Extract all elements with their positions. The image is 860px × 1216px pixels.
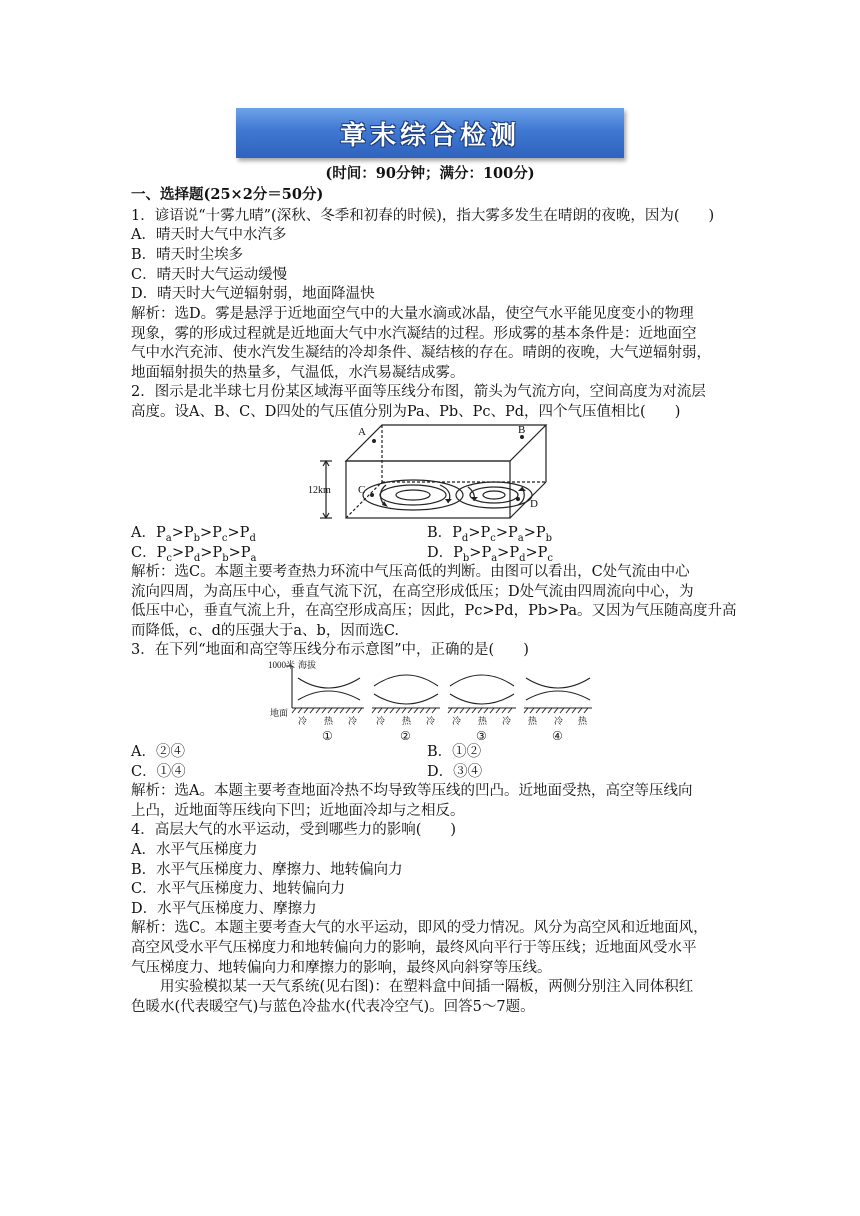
fig2-label-c: C xyxy=(358,484,366,496)
fig3-ground-label: 地面 xyxy=(270,708,289,718)
q3-option-d: D．③④ xyxy=(427,764,483,780)
fig3-p2-mid: 热 xyxy=(402,716,412,726)
q3-analysis-line: 上凸，近地面等压线向下凹；近地面冷却与之相反。 xyxy=(131,803,465,819)
fig2-label-b: B xyxy=(518,424,526,436)
q2-option-a: A．$P_a>P_b>P_c>P_d$ xyxy=(131,525,256,544)
q1-analysis-line: 解析：选D。雾是悬浮于近地面空气中的大量水滴或冰晶，使空气水平能见度变小的物理 xyxy=(131,306,694,322)
q1-option-c: C．晴天时大气运动缓慢 xyxy=(131,267,288,283)
q2-option-d: D．$P_b>P_a>P_d>P_c$ xyxy=(427,545,553,564)
fig3-num-1: ① xyxy=(322,729,333,742)
q1-option-b: B．晴天时尘埃多 xyxy=(131,247,244,263)
q4-analysis-line: 高空风受水平气压梯度力和地转偏向力的影响，最终风向平行于等压线；近地面风受水平 xyxy=(131,940,697,956)
q4-option-d: D．水平气压梯度力、摩擦力 xyxy=(131,901,317,917)
exam-info: (时间：90分钟；满分：100分) xyxy=(325,165,535,182)
fig3-p1-left: 冷 xyxy=(298,716,308,726)
chapter-title-banner xyxy=(236,108,624,158)
section-heading: 一、选择题(25×2分＝50分) xyxy=(131,186,324,203)
fig3-num-3: ③ xyxy=(476,729,487,742)
q1-stem: 1．谚语说“十雾九晴”(深秋、冬季和初春的时候)，指大雾多发生在晴朗的夜晚，因为( ) xyxy=(131,208,715,224)
q3-analysis-line: 解析：选A。本题主要考查地面冷热不均导致等压线的凹凸。近地面受热，高空等压线向 xyxy=(131,783,693,799)
q4-option-c: C．水平气压梯度力、地转偏向力 xyxy=(131,881,346,897)
q3-option-b: B．①② xyxy=(427,744,482,760)
q5-intro-line: 用实验模拟某一天气系统(见右图)：在塑料盒中间插一隔板，两侧分别注入同体积红 xyxy=(131,979,694,995)
q2-stem-line: 高度。设A、B、C、D四处的气压值分别为Pa、Pb、Pc、Pd，四个气压值相比( ) xyxy=(131,404,681,420)
q2-option-c: C．$P_c>P_d>P_b>P_a$ xyxy=(131,545,257,564)
fig2-label-a: A xyxy=(358,426,366,438)
q2-stem-line: 2．图示是北半球七月份某区域海平面等压线分布图，箭头为气流方向，空间高度为对流层 xyxy=(131,384,706,400)
fig2-height-label: 12km xyxy=(308,485,331,496)
q1-analysis-line: 地面辐射损失的热量多，气温低，水汽易凝结成雾。 xyxy=(131,365,465,381)
fig3-top-label: 1000米 xyxy=(268,660,296,670)
q2-analysis-line: 低压中心，垂直气流上升，在高空形成高压；因此，Pc>Pd，Pb>Pa。又因为气压随高度升高 xyxy=(131,603,737,619)
q4-analysis-line: 气压梯度力、地转偏向力和摩擦力的影响，最终风向斜穿等压线。 xyxy=(131,960,552,976)
fig3-p2-left: 冷 xyxy=(376,716,386,726)
chapter-title: 章末综合检测 xyxy=(339,120,520,151)
q2-analysis-line: 流向四周，为高压中心，垂直气流下沉，在高空形成低压；D处气流由四周流向中心，为 xyxy=(131,584,694,600)
fig3-p3-right: 冷 xyxy=(502,716,512,726)
fig3-p2-right: 冷 xyxy=(426,716,436,726)
q3-stem: 3．在下列“地面和高空等压线分布示意图”中，正确的是( ) xyxy=(131,642,529,658)
q2-option-b: B．$P_d>P_c>P_a>P_b$ xyxy=(427,525,553,544)
q4-stem: 4．高层大气的水平运动，受到哪些力的影响( ) xyxy=(131,822,457,838)
pressure-box-figure xyxy=(308,421,552,525)
fig3-alt-label: 海拔 xyxy=(298,660,317,670)
q4-analysis-line: 解析：选C。本题主要考查大气的水平运动，即风的受力情况。风分为高空风和近地面风， xyxy=(131,920,708,936)
q5-intro-line: 色暖水(代表暖空气)与蓝色冷盐水(代表冷空气)。回答5～7题。 xyxy=(131,999,535,1015)
q1-option-a: A．晴天时大气中水汽多 xyxy=(131,227,287,243)
q2-analysis-line: 而降低，c、d的压强大于a、b，因而选C. xyxy=(131,623,400,639)
q1-analysis-line: 现象，雾的形成过程就是近地面大气中水汽凝结的过程。形成雾的基本条件是：近地面空 xyxy=(131,326,697,342)
fig2-label-d: D xyxy=(530,498,538,510)
fig3-p1-right: 冷 xyxy=(348,716,358,726)
fig3-p4-right: 热 xyxy=(578,716,588,726)
q4-option-b: B．水平气压梯度力、摩擦力、地转偏向力 xyxy=(131,862,403,878)
fig3-p4-left: 热 xyxy=(528,716,538,726)
fig3-p1-mid: 热 xyxy=(324,716,334,726)
fig3-p4-mid: 冷 xyxy=(554,716,564,726)
fig3-p3-mid: 热 xyxy=(478,716,488,726)
q4-option-a: A．水平气压梯度力 xyxy=(131,842,258,858)
q1-option-d: D．晴天时大气逆辐射弱，地面降温快 xyxy=(131,286,375,302)
q1-analysis-line: 气中水汽充沛、使水汽发生凝结的冷却条件、凝结核的存在。晴朗的夜晚，大气逆辐射弱， xyxy=(131,345,711,361)
q3-option-c: C．①④ xyxy=(131,764,186,780)
q3-option-a: A．②④ xyxy=(131,744,185,760)
fig3-num-4: ④ xyxy=(552,729,563,742)
q2-analysis-line: 解析：选C。本题主要考查热力环流中气压高低的判断。由图可以看出，C处气流由中心 xyxy=(131,564,690,580)
fig3-num-2: ② xyxy=(400,729,411,742)
isobar-diagrams-figure xyxy=(268,658,600,742)
fig3-p3-left: 冷 xyxy=(452,716,462,726)
